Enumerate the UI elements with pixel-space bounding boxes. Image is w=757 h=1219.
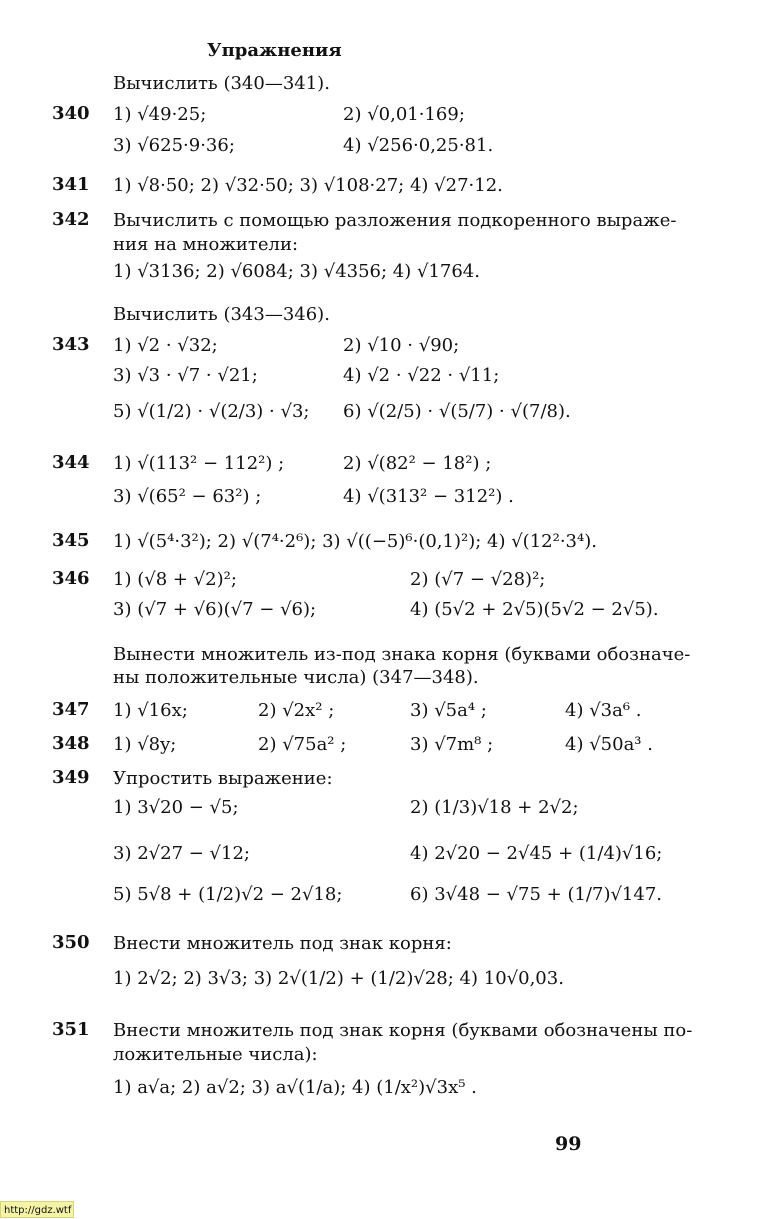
- exercise-number-340: 340: [52, 103, 90, 124]
- ex349-item-1: 1) 3√20 − √5;: [113, 797, 239, 818]
- exercise-number-349: 349: [52, 767, 90, 788]
- ex351-line: 1) a√a; 2) a√2; 3) a√(1/a); 4) (1/x²)√3x⁵ .: [113, 1077, 477, 1098]
- ex350-line: 1) 2√2; 2) 3√3; 3) 2√(1/2) + (1/2)√28; 4) 10√0,03.: [113, 968, 564, 989]
- ex349-item-2: 2) (1/3)√18 + 2√2;: [410, 797, 579, 818]
- ex342-text-1: Вычислить с помощью разложения подкоренного выраже-: [113, 210, 677, 231]
- ex347-item-1: 1) √16x;: [113, 700, 188, 721]
- ex346-item-2: 2) (√7 − √28)²;: [410, 569, 546, 590]
- ex344-item-2: 2) √(82² − 18²) ;: [343, 453, 492, 474]
- ex344-item-3: 3) √(65² − 63²) ;: [113, 486, 262, 507]
- intro-343-346: Вычислить (343—346).: [113, 304, 330, 325]
- section-heading: Упражнения: [207, 40, 342, 61]
- ex349-text: Упростить выражение:: [113, 768, 333, 789]
- ex349-item-6: 6) 3√48 − √75 + (1/7)√147.: [410, 884, 663, 905]
- exercise-number-345: 345: [52, 530, 90, 551]
- ex342-text-2: ния на множители:: [113, 234, 299, 255]
- ex351-text-1: Внести множитель под знак корня (буквами обозначены по-: [113, 1020, 693, 1041]
- exercise-number-350: 350: [52, 932, 90, 953]
- intro-347-348-line-2: ны положительные числа) (347—348).: [113, 667, 479, 688]
- ex343-item-3: 3) √3 · √7 · √21;: [113, 365, 258, 386]
- ex340-item-1: 1) √49·25;: [113, 104, 207, 125]
- ex344-item-4: 4) √(313² − 312²) .: [343, 486, 514, 507]
- ex351-text-2: ложительные числа):: [113, 1044, 318, 1065]
- ex343-item-1: 1) √2 · √32;: [113, 335, 218, 356]
- watermark-link[interactable]: http://gdz.wtf: [0, 1201, 74, 1218]
- ex348-item-1: 1) √8y;: [113, 734, 177, 755]
- ex347-item-3: 3) √5a⁴ ;: [410, 700, 487, 721]
- ex347-item-4: 4) √3a⁶ .: [565, 700, 642, 721]
- ex346-item-3: 3) (√7 + √6)(√7 − √6);: [113, 599, 317, 620]
- ex346-item-4: 4) (5√2 + 2√5)(5√2 − 2√5).: [410, 599, 659, 620]
- ex349-item-5: 5) 5√8 + (1/2)√2 − 2√18;: [113, 884, 343, 905]
- ex347-item-2: 2) √2x² ;: [258, 700, 335, 721]
- exercise-number-346: 346: [52, 568, 90, 589]
- ex348-item-2: 2) √75a² ;: [258, 734, 347, 755]
- exercise-number-343: 343: [52, 334, 90, 355]
- page-number: 99: [555, 1133, 582, 1155]
- exercise-number-344: 344: [52, 452, 90, 473]
- ex349-item-3: 3) 2√27 − √12;: [113, 843, 250, 864]
- exercise-number-342: 342: [52, 209, 90, 230]
- exercise-number-348: 348: [52, 733, 90, 754]
- ex349-item-4: 4) 2√20 − 2√45 + (1/4)√16;: [410, 843, 663, 864]
- ex342-line: 1) √3136; 2) √6084; 3) √4356; 4) √1764.: [113, 261, 480, 282]
- ex340-item-4: 4) √256·0,25·81.: [343, 135, 494, 156]
- exercise-number-351: 351: [52, 1019, 90, 1040]
- ex341-line: 1) √8·50; 2) √32·50; 3) √108·27; 4) √27·12.: [113, 175, 503, 196]
- intro-347-348-line-1: Вынести множитель из-под знака корня (буквами обозначе-: [113, 644, 691, 665]
- ex343-item-5: 5) √(1/2) · √(2/3) · √3;: [113, 401, 310, 422]
- ex348-item-3: 3) √7m⁸ ;: [410, 734, 494, 755]
- ex344-item-1: 1) √(113² − 112²) ;: [113, 453, 285, 474]
- ex340-item-2: 2) √0,01·169;: [343, 104, 465, 125]
- ex345-line: 1) √(5⁴·3²); 2) √(7⁴·2⁶); 3) √((−5)⁶·(0,1)²); 4) √(12²·3⁴).: [113, 531, 597, 552]
- ex350-text: Внести множитель под знак корня:: [113, 933, 452, 954]
- ex343-item-2: 2) √10 · √90;: [343, 335, 460, 356]
- ex343-item-4: 4) √2 · √22 · √11;: [343, 365, 500, 386]
- ex348-item-4: 4) √50a³ .: [565, 734, 653, 755]
- exercise-number-347: 347: [52, 699, 90, 720]
- exercise-number-341: 341: [52, 174, 90, 195]
- intro-340-341: Вычислить (340—341).: [113, 73, 330, 94]
- ex346-item-1: 1) (√8 + √2)²;: [113, 569, 237, 590]
- ex340-item-3: 3) √625·9·36;: [113, 135, 235, 156]
- ex343-item-6: 6) √(2/5) · √(5/7) · √(7/8).: [343, 401, 571, 422]
